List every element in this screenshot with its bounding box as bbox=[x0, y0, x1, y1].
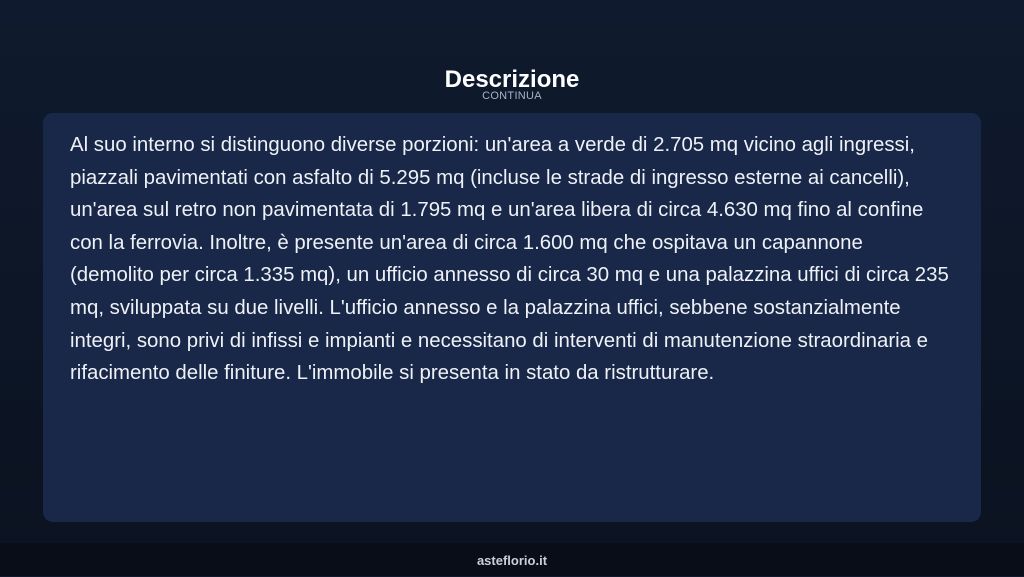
footer-bar bbox=[0, 543, 1024, 576]
continua-label: CONTINUA bbox=[482, 90, 542, 102]
footer-site-label: asteflorio.it bbox=[476, 553, 548, 568]
description-card bbox=[43, 113, 981, 522]
description-text: Al suo interno si distinguono diverse porzioni: un'area a verde di 2.705 mq vicino agli ingressi, piazzali pavimentati con asfalto di 5.295 mq (incluse le strade di ingresso esterne ai cancelli), un'area sul retro non pavimentata di 1.795 mq e un'area libera di circa 4.630 mq fino al confine con la ferrovia. Inoltre, è presente un'area di circa 1.600 mq che ospitava un capannone (demolito per circa 1.335 mq), un ufficio annesso di circa 30 mq e una palazzina uffici di circa 235 mq, sviluppata su due livelli. L'ufficio annesso e la palazzina uffici, sebbene sostanzialmente integri, sono privi di infissi e impianti e necessitano di interventi di manutenzione straordinaria e rifacimento delle finiture. L'immobile si presenta in stato da ristrutturare. bbox=[70, 134, 949, 385]
page-title: Descrizione bbox=[444, 66, 580, 94]
